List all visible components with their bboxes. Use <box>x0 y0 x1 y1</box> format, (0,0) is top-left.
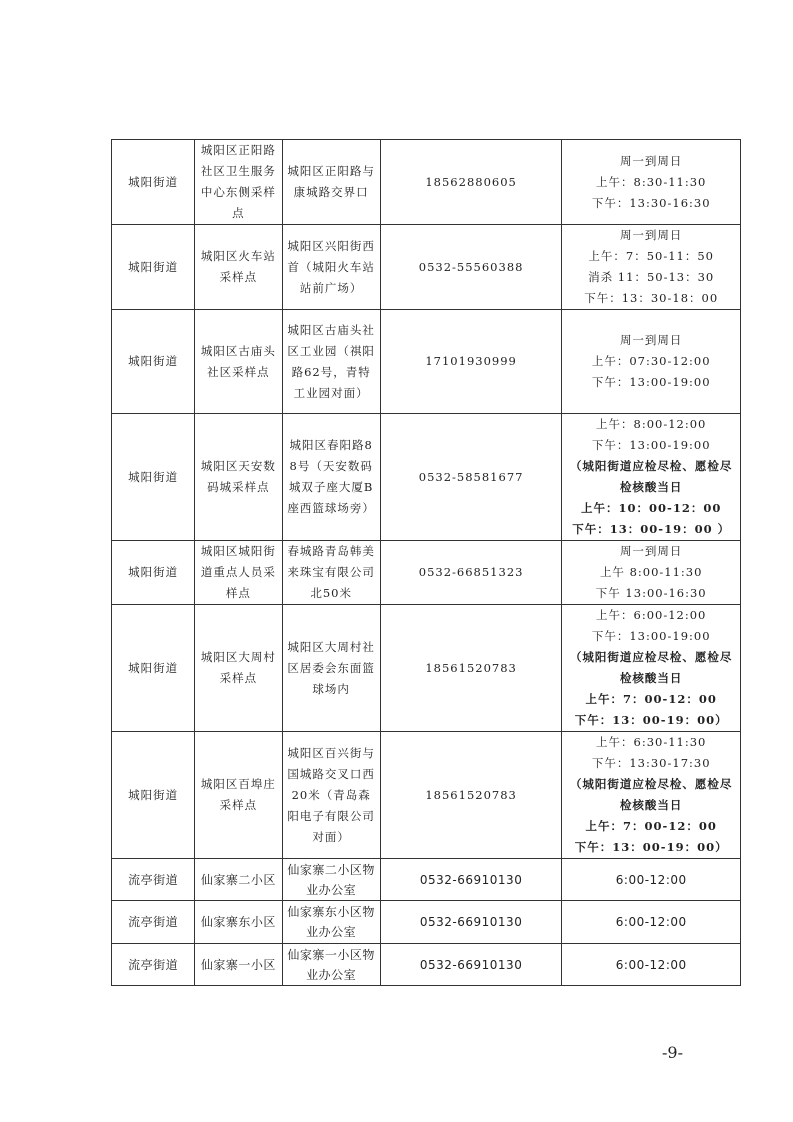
address-cell: 仙家寨一小区物业办公室 <box>282 944 380 986</box>
street-cell: 城阳街道 <box>112 310 195 414</box>
page-number: -9- <box>662 1043 683 1062</box>
address-cell: 城阳区大周村社区居委会东面篮球场内 <box>282 605 380 732</box>
address-cell: 城阳区正阳路与康城路交界口 <box>282 140 380 225</box>
table-row <box>112 732 741 859</box>
hours-line: 下午 13:00-16:30 <box>595 586 707 600</box>
testing-sites-table <box>111 139 741 986</box>
address-cell: 仙家寨二小区物业办公室 <box>282 859 380 901</box>
hours-line: 上午 8:00-11:30 <box>599 565 703 579</box>
hours-line: 周一到周日 <box>619 153 683 168</box>
hours-cell <box>562 225 741 310</box>
hours-cell <box>562 140 741 225</box>
hours-cell <box>562 310 741 414</box>
address-cell: 城阳区古庙头社区工业园（祺阳路62号，青特工业园对面） <box>282 310 380 414</box>
hours-line: 下午：13：00-19：00） <box>574 713 728 727</box>
site-cell: 城阳区正阳路社区卫生服务中心东侧采样点 <box>195 140 282 225</box>
hours-line: 消杀 11：50-13：30 <box>588 270 715 284</box>
site-cell: 仙家寨二小区 <box>195 859 282 901</box>
site-cell: 城阳区古庙头社区采样点 <box>195 310 282 414</box>
hours-line: 6:00-12:00 <box>615 915 687 929</box>
hours-line: 上午：10：00-12：00 <box>581 501 722 515</box>
hours-line: （城阳街道应检尽检、愿检尽检核酸当日 <box>569 777 733 812</box>
hours-line: 下午：13:00-19:00 <box>591 438 711 452</box>
hours-line: 上午：7：00-12：00 <box>585 692 717 706</box>
hours-line: 上午：7：50-11：50 <box>588 249 714 263</box>
hours-line: 上午：07:30-12:00 <box>591 354 711 368</box>
street-cell: 城阳街道 <box>112 732 195 859</box>
hours-line: 周一到周日 <box>619 228 683 242</box>
address-cell: 城阳区百兴街与国城路交叉口西20米（青岛森阳电子有限公司对面） <box>282 732 380 859</box>
hours-line: 上午：6:30-11:30 <box>596 735 707 749</box>
hours-line: 下午：13：30-18：00 <box>584 291 719 305</box>
street-cell: 城阳街道 <box>112 605 195 732</box>
table-body <box>112 140 741 986</box>
hours-line: 周一到周日 <box>619 544 683 558</box>
hours-line: 6:00-12:00 <box>615 872 687 887</box>
phone-cell: 18561520783 <box>380 732 562 859</box>
hours-cell <box>562 859 741 901</box>
site-cell: 仙家寨东小区 <box>195 901 282 944</box>
hours-cell <box>562 541 741 605</box>
site-cell: 仙家寨一小区 <box>195 944 282 986</box>
phone-cell: 17101930999 <box>380 310 562 414</box>
street-cell: 城阳街道 <box>112 225 195 310</box>
phone-cell: 0532-66851323 <box>380 541 562 605</box>
address-cell: 春城路青岛韩美来珠宝有限公司北50米 <box>282 541 380 605</box>
hours-line: 下午：13：00-19：00 ） <box>572 522 731 536</box>
table-row <box>112 414 741 541</box>
site-cell: 城阳区天安数码城采样点 <box>195 414 282 541</box>
hours-line: 下午：13:00-19:00 <box>591 375 711 389</box>
street-cell: 流亭街道 <box>112 859 195 901</box>
hours-line: 上午：8:30-11:30 <box>596 174 707 189</box>
address-cell: 城阳区兴阳街西首（城阳火车站站前广场） <box>282 225 380 310</box>
hours-line: 6:00-12:00 <box>615 957 687 972</box>
table-row <box>112 225 741 310</box>
phone-cell: 0532-55560388 <box>380 225 562 310</box>
phone-cell: 0532-66910130 <box>380 859 562 901</box>
table-row <box>112 901 741 944</box>
street-cell: 流亭街道 <box>112 944 195 986</box>
table-row <box>112 605 741 732</box>
phone-cell: 0532-58581677 <box>380 414 562 541</box>
hours-cell <box>562 414 741 541</box>
phone-cell: 18562880605 <box>380 140 562 225</box>
address-cell: 仙家寨东小区物业办公室 <box>282 901 380 944</box>
hours-line: 上午：6:00-12:00 <box>596 608 707 622</box>
table-row <box>112 310 741 414</box>
hours-line: 周一到周日 <box>619 333 683 347</box>
table-row <box>112 944 741 986</box>
hours-line: （城阳街道应检尽检、愿检尽检核酸当日 <box>569 459 733 494</box>
hours-cell <box>562 944 741 986</box>
table-row <box>112 859 741 901</box>
phone-cell: 0532-66910130 <box>380 901 562 944</box>
street-cell: 城阳街道 <box>112 541 195 605</box>
street-cell: 城阳街道 <box>112 140 195 225</box>
hours-line: 下午：13:30-17:30 <box>591 756 711 770</box>
site-cell: 城阳区城阳街道重点人员采样点 <box>195 541 282 605</box>
hours-line: 下午：13:00-19:00 <box>591 629 711 643</box>
phone-cell: 18561520783 <box>380 605 562 732</box>
hours-cell <box>562 605 741 732</box>
hours-line: 下午：13：00-19：00） <box>574 840 728 854</box>
site-cell: 城阳区大周村采样点 <box>195 605 282 732</box>
site-cell: 城阳区百埠庄采样点 <box>195 732 282 859</box>
hours-line: 下午：13:30-16:30 <box>591 195 711 210</box>
site-cell: 城阳区火车站采样点 <box>195 225 282 310</box>
table-row <box>112 541 741 605</box>
table-row <box>112 140 741 225</box>
hours-cell <box>562 732 741 859</box>
hours-cell <box>562 901 741 944</box>
hours-line: （城阳街道应检尽检、愿检尽检核酸当日 <box>569 650 733 685</box>
street-cell: 流亭街道 <box>112 901 195 944</box>
street-cell: 城阳街道 <box>112 414 195 541</box>
address-cell: 城阳区春阳路88号（天安数码城双子座大厦B座西篮球场旁） <box>282 414 380 541</box>
hours-line: 上午：7：00-12：00 <box>585 819 717 833</box>
hours-line: 上午：8:00-12:00 <box>596 417 707 431</box>
phone-cell: 0532-66910130 <box>380 944 562 986</box>
